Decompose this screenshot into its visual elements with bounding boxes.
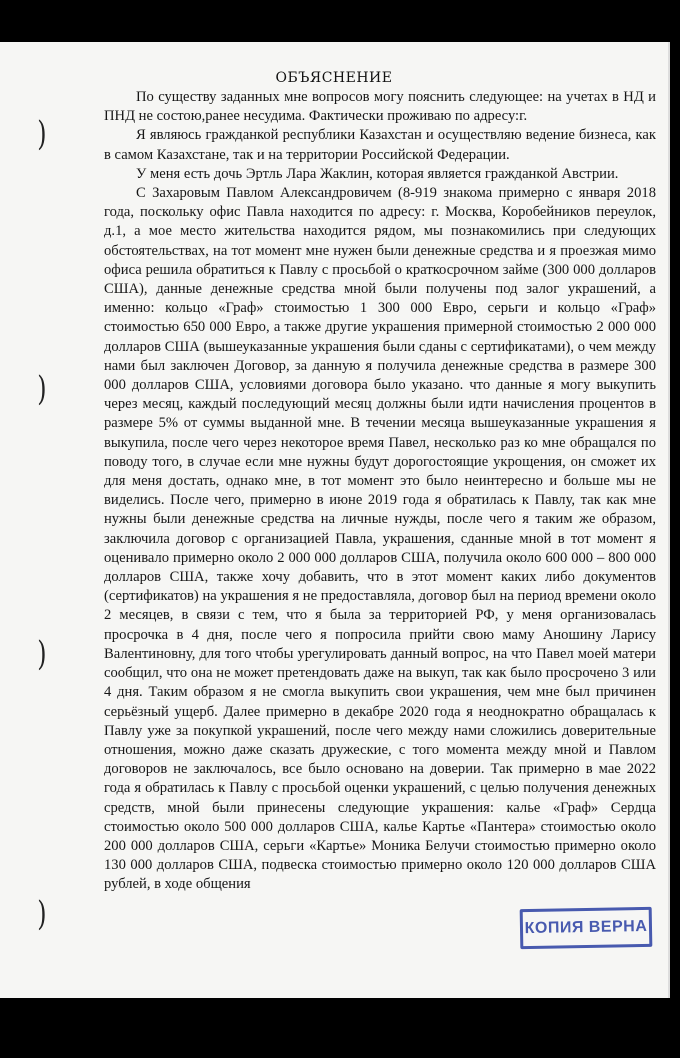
certified-copy-stamp: КОПИЯ ВЕРНА bbox=[520, 907, 653, 949]
paragraph: У меня есть дочь Эртль Лара Жаклин, которая является гражданкой Австрии. bbox=[136, 165, 619, 182]
document-title: ОБЪЯСНЕНИЕ bbox=[275, 70, 393, 86]
binder-hole-mark: ) bbox=[37, 634, 47, 674]
binder-hole-mark: ) bbox=[37, 894, 47, 934]
paragraph: Я являюсь гражданкой республики Казахстан и осуществляю ведение бизнеса, как в самом Казахстане, так и на территории Российской Федерации. bbox=[104, 127, 656, 163]
binder-hole-mark: ) bbox=[37, 369, 47, 409]
document-page bbox=[0, 42, 668, 998]
paragraph: По существу заданных мне вопросов могу пояснить следующее: на учетах в НД и ПНД не состою,ранее несудима. Фактически проживаю по адресу:г. bbox=[104, 89, 656, 125]
binder-hole-mark: ) bbox=[37, 114, 47, 154]
paragraph: С Захаровым Павлом Александровичем (8-919 знакома примерно с января 2018 года, поскольку офис Павла находится по адресу: г. Москва, Коробейников переулок, д.1, а мое место жительства находится рядом, мы познакомились при следующих обстоятельствах, на тот момент мне нужен были денежные средства и я проезжая мимо офиса решила обратиться к Павлу с просьбой о краткосрочном займе (300 000 долларов США), данные денежные средства мной были получены под залог украшений, а именно: кольцо «Граф» стоимостью 1 300 000 Евро, серьги и кольцо «Граф» стоимостью 650 000 Евро, а также другие украшения примерной стоимостью 2 000 000 долларов США (вышеуказанные украшения были сданы с сертификатами), о чем между нами был заключен Договор, за данную я получила денежные средства в размере 300 000 долларов США, условиями договора было указано. что данные я могу выкупить через месяц, каждый последующий месяц должны были идти начисления процентов в размере 5% от суммы выданной мне. В течении месяца вышеуказанные украшения я выкупила, после чего через некоторое время Павел, несколько раз ко мне обращался по поводу того, в случае если мне нужны будут дорогостоящие укрощения, он сможет их для меня достать, однако мне, в тот момент это было неинтересно и больше мы не виделись. После чего, примерно в июне 2019 года я обратилась к Павлу, так как мне нужны были денежные средства на личные нужды, после чего я таким же образом, заключила договор с организацией Павла, украшения, сданные мной в тот момент я оценивало примерно около 2 000 000 долларов США, получила около 600 000 – 800 000 долларов США, также хочу добавить, что в этот момент каких либо документов (сертификатов) на украшения я не предоставляла, договор был на период времени около 2 месяцев, в связи с тем, что я была за территорией РФ, у меня организовалась просрочка в 4 дня, после чего я попросила прийти свою маму Аношину Ларису Валентиновну, для того чтобы урегулировать данный вопрос, на что Павел моей матери сообщил, что она не может претендовать даже на выкуп, так как было просрочено 3 или 4 дня. Таким образом я не смогла выкупить свои украшения, чем мне был причинен серьёзный ущерб. Далее примерно в декабре 2020 года я неоднократно обращалась к Павлу уже за покупкой украшений, после чего между нами сложились доверительные отношения, можно даже сказать дружеские, с того момента между мной и Павлом договоров не заключалось, все было основано на доверии. Так примерно в мае 2022 года я обратилась к Павлу с просьбой оценки украшений, с целью получения денежных средств, мной были принесены следующие украшения: калье «Граф» Сердца стоимостью около 500 000 долларов США, калье Картье «Пантера» стоимостью около 200 000 долларов США, серьги «Картье» Моника Белучи стоимостью примерно около 130 000 долларов США, подвеска стоимостью примерно около 120 000 долларов США рублей, в ходе общения bbox=[104, 185, 656, 893]
document-body bbox=[104, 88, 656, 895]
